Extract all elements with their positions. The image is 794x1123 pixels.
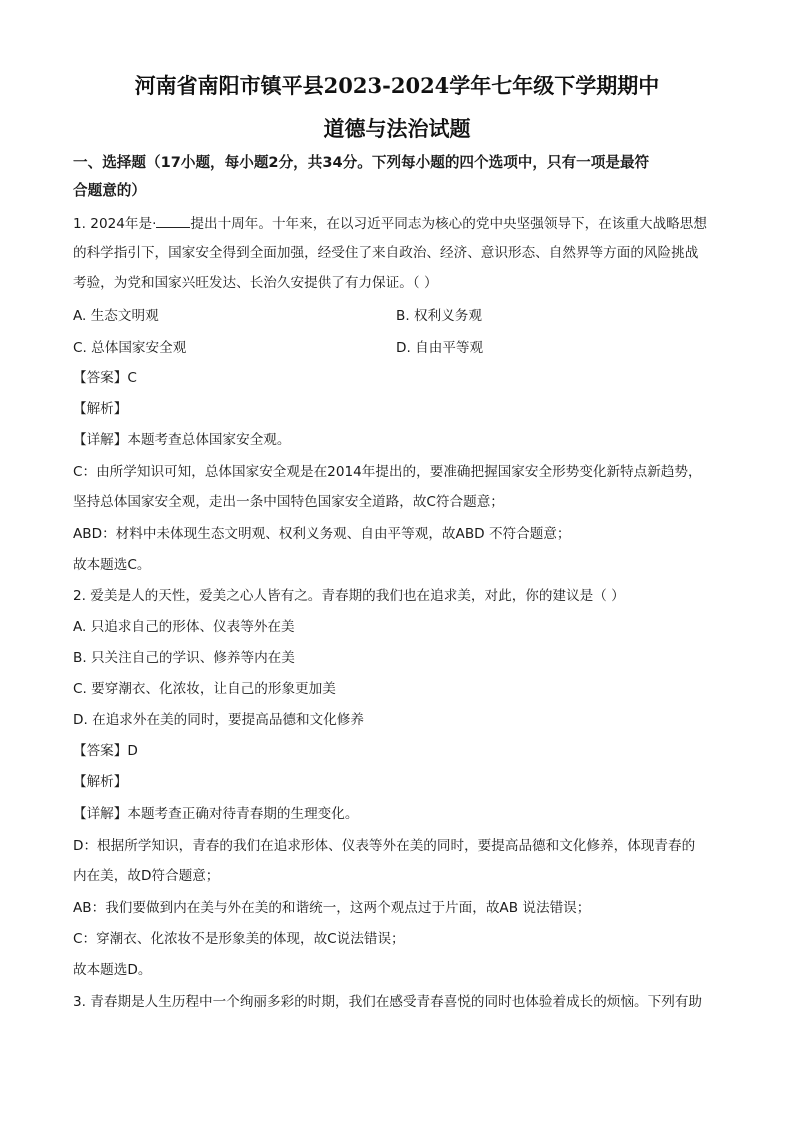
q2-conclusion: 故本题选D。 — [73, 962, 152, 978]
q2-option-c: C. 要穿潮衣、化浓妆，让自己的形象更加美 — [73, 681, 336, 697]
q1-analysis-label: 【解析】 — [73, 401, 128, 417]
document-title-line2: 道德与法治试题 — [323, 116, 471, 141]
q1-option-c: C. 总体国家安全观 — [73, 340, 187, 356]
section-heading: 一、选择题（17小题，每小题2分，共34分。下列每小题的四个选项中，只有一项是最符 — [73, 154, 650, 171]
q2-answer: 【答案】D — [73, 743, 138, 759]
q2-option-a: A. 只追求自己的形体、仪表等外在美 — [73, 619, 295, 635]
question-1-stem-line3: 考验，为党和国家兴旺发达、长治久安提供了有力保证。（ ） — [73, 275, 438, 291]
q1-stem-pre: 1. 2024年是· — [73, 216, 157, 232]
q1-explanation-line3: ABD：材料中未体现生态文明观、权利义务观、自由平等观，故ABD 不符合题意； — [73, 526, 571, 542]
q1-answer: 【答案】C — [73, 370, 137, 386]
q1-option-b: B. 权利义务观 — [396, 308, 482, 324]
q1-explanation-line1: C：由所学知识可知，总体国家安全观是在2014年提出的，要准确把握国家安全形势变化新特点新趋势， — [73, 464, 702, 480]
q1-detail: 【详解】本题考查总体国家安全观。 — [73, 432, 291, 448]
q1-conclusion: 故本题选C。 — [73, 557, 151, 573]
q1-option-d: D. 自由平等观 — [396, 340, 484, 356]
q2-explanation-line4: C：穿潮衣、化浓妆不是形象美的体现，故C说法错误； — [73, 931, 405, 947]
q1-explanation-line2: 坚持总体国家安全观，走出一条中国特色国家安全道路，故C符合题意； — [73, 494, 504, 510]
question-1-stem-line1 — [73, 213, 707, 234]
q2-analysis-label: 【解析】 — [73, 774, 128, 790]
section-heading-cont: 合题意的） — [73, 182, 146, 199]
q2-detail: 【详解】本题考查正确对待青春期的生理变化。 — [73, 806, 359, 822]
question-1-stem-line2: 的科学指引下，国家安全得到全面加强，经受住了来自政治、经济、意识形态、自然界等方面的风险挑战 — [73, 245, 699, 261]
q2-explanation-line2: 内在美，故D符合题意； — [73, 868, 220, 884]
fill-blank — [156, 213, 190, 228]
question-2-stem: 2. 爱美是人的天性，爱美之心人皆有之。青春期的我们也在追求美，对此，你的建议是（ ） — [73, 588, 625, 604]
q1-option-a: A. 生态文明观 — [73, 308, 159, 324]
q2-explanation-line1: D：根据所学知识，青春的我们在追求形体、仪表等外在美的同时，要提高品德和文化修养，体现青春的 — [73, 838, 696, 854]
document-title-line1: 河南省南阳市镇平县2023-2024学年七年级下学期期中 — [134, 73, 660, 98]
question-3-stem: 3. 青春期是人生历程中一个绚丽多彩的时期，我们在感受青春喜悦的同时也体验着成长的烦恼。下列有助 — [73, 994, 703, 1010]
q2-option-d: D. 在追求外在美的同时，要提高品德和文化修养 — [73, 712, 364, 728]
q2-option-b: B. 只关注自己的学识、修养等内在美 — [73, 650, 295, 666]
q1-stem-post: 提出十周年。十年来，在以习近平同志为核心的党中央坚强领导下，在该重大战略思想 — [190, 216, 707, 232]
q2-explanation-line3: AB：我们要做到内在美与外在美的和谐统一，这两个观点过于片面，故AB 说法错误； — [73, 900, 591, 916]
